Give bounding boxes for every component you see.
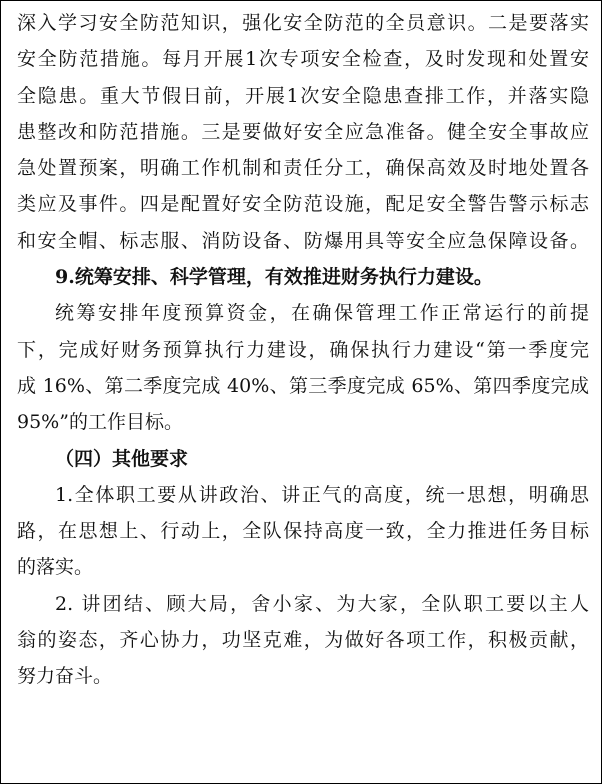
text-line-7: 和安全帽、标志服、消防设备、防爆用具等安全应急保障设备。 [17, 229, 589, 252]
section-heading-9: 9.统筹安排、科学管理，有效推进财务执行力建设。 [55, 266, 493, 289]
text-line-3: 全隐患。重大节假日前，开展1次安全隐患查排工作，并落实隐 [17, 84, 589, 107]
text-line-2: 安全防范措施。每月开展1次专项安全检查，及时发现和处置安 [17, 48, 589, 71]
text-line-18: 翁的姿态，齐心协力，功坚克难，为做好各项工作，积极贡献， [17, 629, 589, 652]
section-heading-other: （四）其他要求 [55, 447, 189, 470]
text-line-14: 1.全体职工要从讲政治、讲正气的高度，统一思想，明确思 [55, 483, 589, 506]
text-line-5: 急处置预案，明确工作机制和责任分工，确保高效及时地处置各 [17, 157, 589, 180]
text-line-15: 路，在思想上、行动上，全队保持高度一致，全力推进任务目标 [17, 520, 589, 543]
text-line-9: 统筹安排年度预算资金，在确保管理工作正常运行的前提 [55, 302, 589, 325]
text-line-12: 95%”的工作目标。 [17, 411, 183, 434]
text-line-4: 患整改和防范措施。三是要做好安全应急准备。健全安全事故应 [17, 120, 589, 143]
text-line-19: 努力奋斗。 [17, 665, 113, 688]
text-line-11: 成 16%、第二季度完成 40%、第三季度完成 65%、第四季度完成 [17, 374, 589, 397]
text-line-6: 类应及事件。四是配置好安全防范设施，配足安全警告警示标志 [17, 193, 589, 216]
text-line-16: 的落实。 [17, 556, 94, 579]
document-body [17, 5, 589, 695]
text-line-17: 2. 讲团结、顾大局，舍小家、为大家，全队职工要以主人 [55, 592, 589, 615]
text-line-1: 深入学习安全防范知识，强化安全防范的全员意识。二是要落实 [17, 12, 589, 34]
text-line-10: 下，完成好财务预算执行力建设，确保执行力建设“第一季度完 [17, 338, 589, 361]
